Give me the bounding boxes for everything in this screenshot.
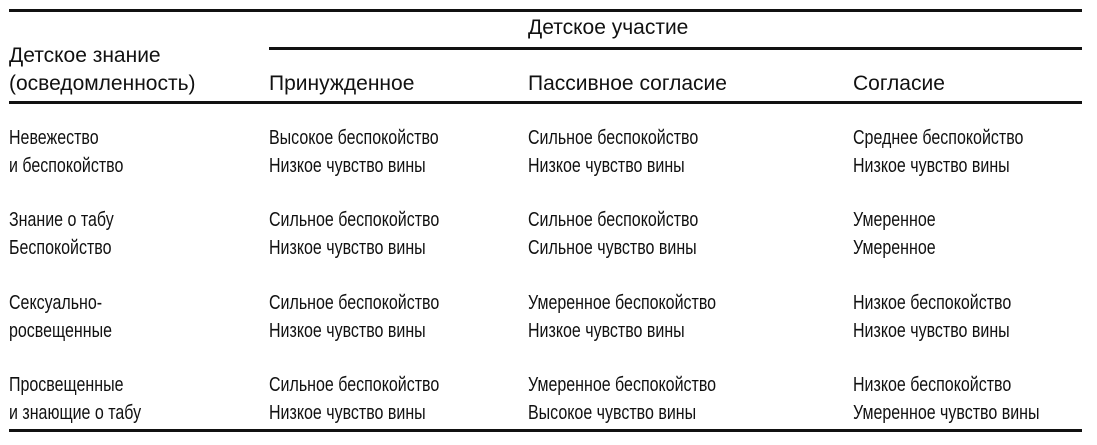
cell-line: и беспокойство	[9, 155, 124, 177]
cell-line: Сексуально-	[9, 292, 103, 314]
cell-line: Сильное беспокойство	[528, 127, 699, 149]
cell-line: Умеренное чувство вины	[853, 402, 1040, 424]
cell-line: Умеренное	[853, 237, 936, 259]
cell-line: Беспокойство	[9, 237, 112, 259]
cell-line: Сильное беспокойство	[269, 374, 440, 396]
cell-line: Среднее беспокойство	[853, 127, 1024, 149]
table-cell	[269, 124, 439, 180]
table-cell	[853, 371, 1039, 427]
cell-line: Низкое чувство вины	[853, 155, 1010, 177]
cell-line: Низкое чувство вины	[269, 320, 426, 342]
cell-line: росвещенные	[9, 320, 112, 342]
table-cell	[853, 289, 1011, 345]
header-rule	[9, 101, 1082, 104]
table-cell	[528, 371, 716, 427]
cell-line: Низкое беспокойство	[853, 292, 1012, 314]
group-rule	[269, 47, 1082, 50]
column-header-forced: Принужденное	[269, 72, 415, 95]
cell-line: Умеренное беспокойство	[528, 292, 717, 314]
column-header-passive: Пассивное согласие	[528, 72, 727, 95]
row-header-line1: Детское знание	[9, 44, 161, 67]
table-cell	[528, 206, 698, 262]
table-cell	[528, 289, 716, 345]
row-label	[9, 289, 112, 345]
cell-line: Низкое чувство вины	[269, 237, 426, 259]
cell-line: Умеренное	[853, 209, 936, 231]
top-rule	[9, 9, 1082, 12]
cell-line: Умеренное беспокойство	[528, 374, 717, 396]
table-cell	[853, 206, 936, 262]
cell-line: Сильное беспокойство	[269, 209, 440, 231]
cell-line: и знающие о табу	[9, 402, 142, 424]
cell-line: Невежество	[9, 127, 99, 149]
table-cell	[853, 124, 1023, 180]
column-header-consent: Согласие	[853, 72, 945, 95]
cell-line: Низкое чувство вины	[269, 155, 426, 177]
row-label	[9, 124, 123, 180]
bottom-rule	[9, 429, 1082, 432]
cell-line: Низкое чувство вины	[528, 320, 685, 342]
table-cell	[269, 371, 439, 427]
cell-line: Знание о табу	[9, 209, 114, 231]
table-cell	[269, 289, 439, 345]
cell-line: Низкое чувство вины	[528, 155, 685, 177]
cell-line: Высокое беспокойство	[269, 127, 439, 149]
table-cell	[528, 124, 698, 180]
cell-line: Просвещенные	[9, 374, 124, 396]
row-label	[9, 371, 141, 427]
cell-line: Сильное беспокойство	[269, 292, 440, 314]
cell-line: Высокое чувство вины	[528, 402, 697, 424]
cell-line: Сильное чувство вины	[528, 237, 697, 259]
row-label	[9, 206, 114, 262]
cell-line: Сильное беспокойство	[528, 209, 699, 231]
table-cell	[269, 206, 439, 262]
group-header: Детское участие	[528, 16, 689, 39]
row-header-line2: (осведомленность)	[9, 72, 196, 95]
cell-line: Низкое беспокойство	[853, 374, 1012, 396]
cell-line: Низкое чувство вины	[269, 402, 426, 424]
cell-line: Низкое чувство вины	[853, 320, 1010, 342]
